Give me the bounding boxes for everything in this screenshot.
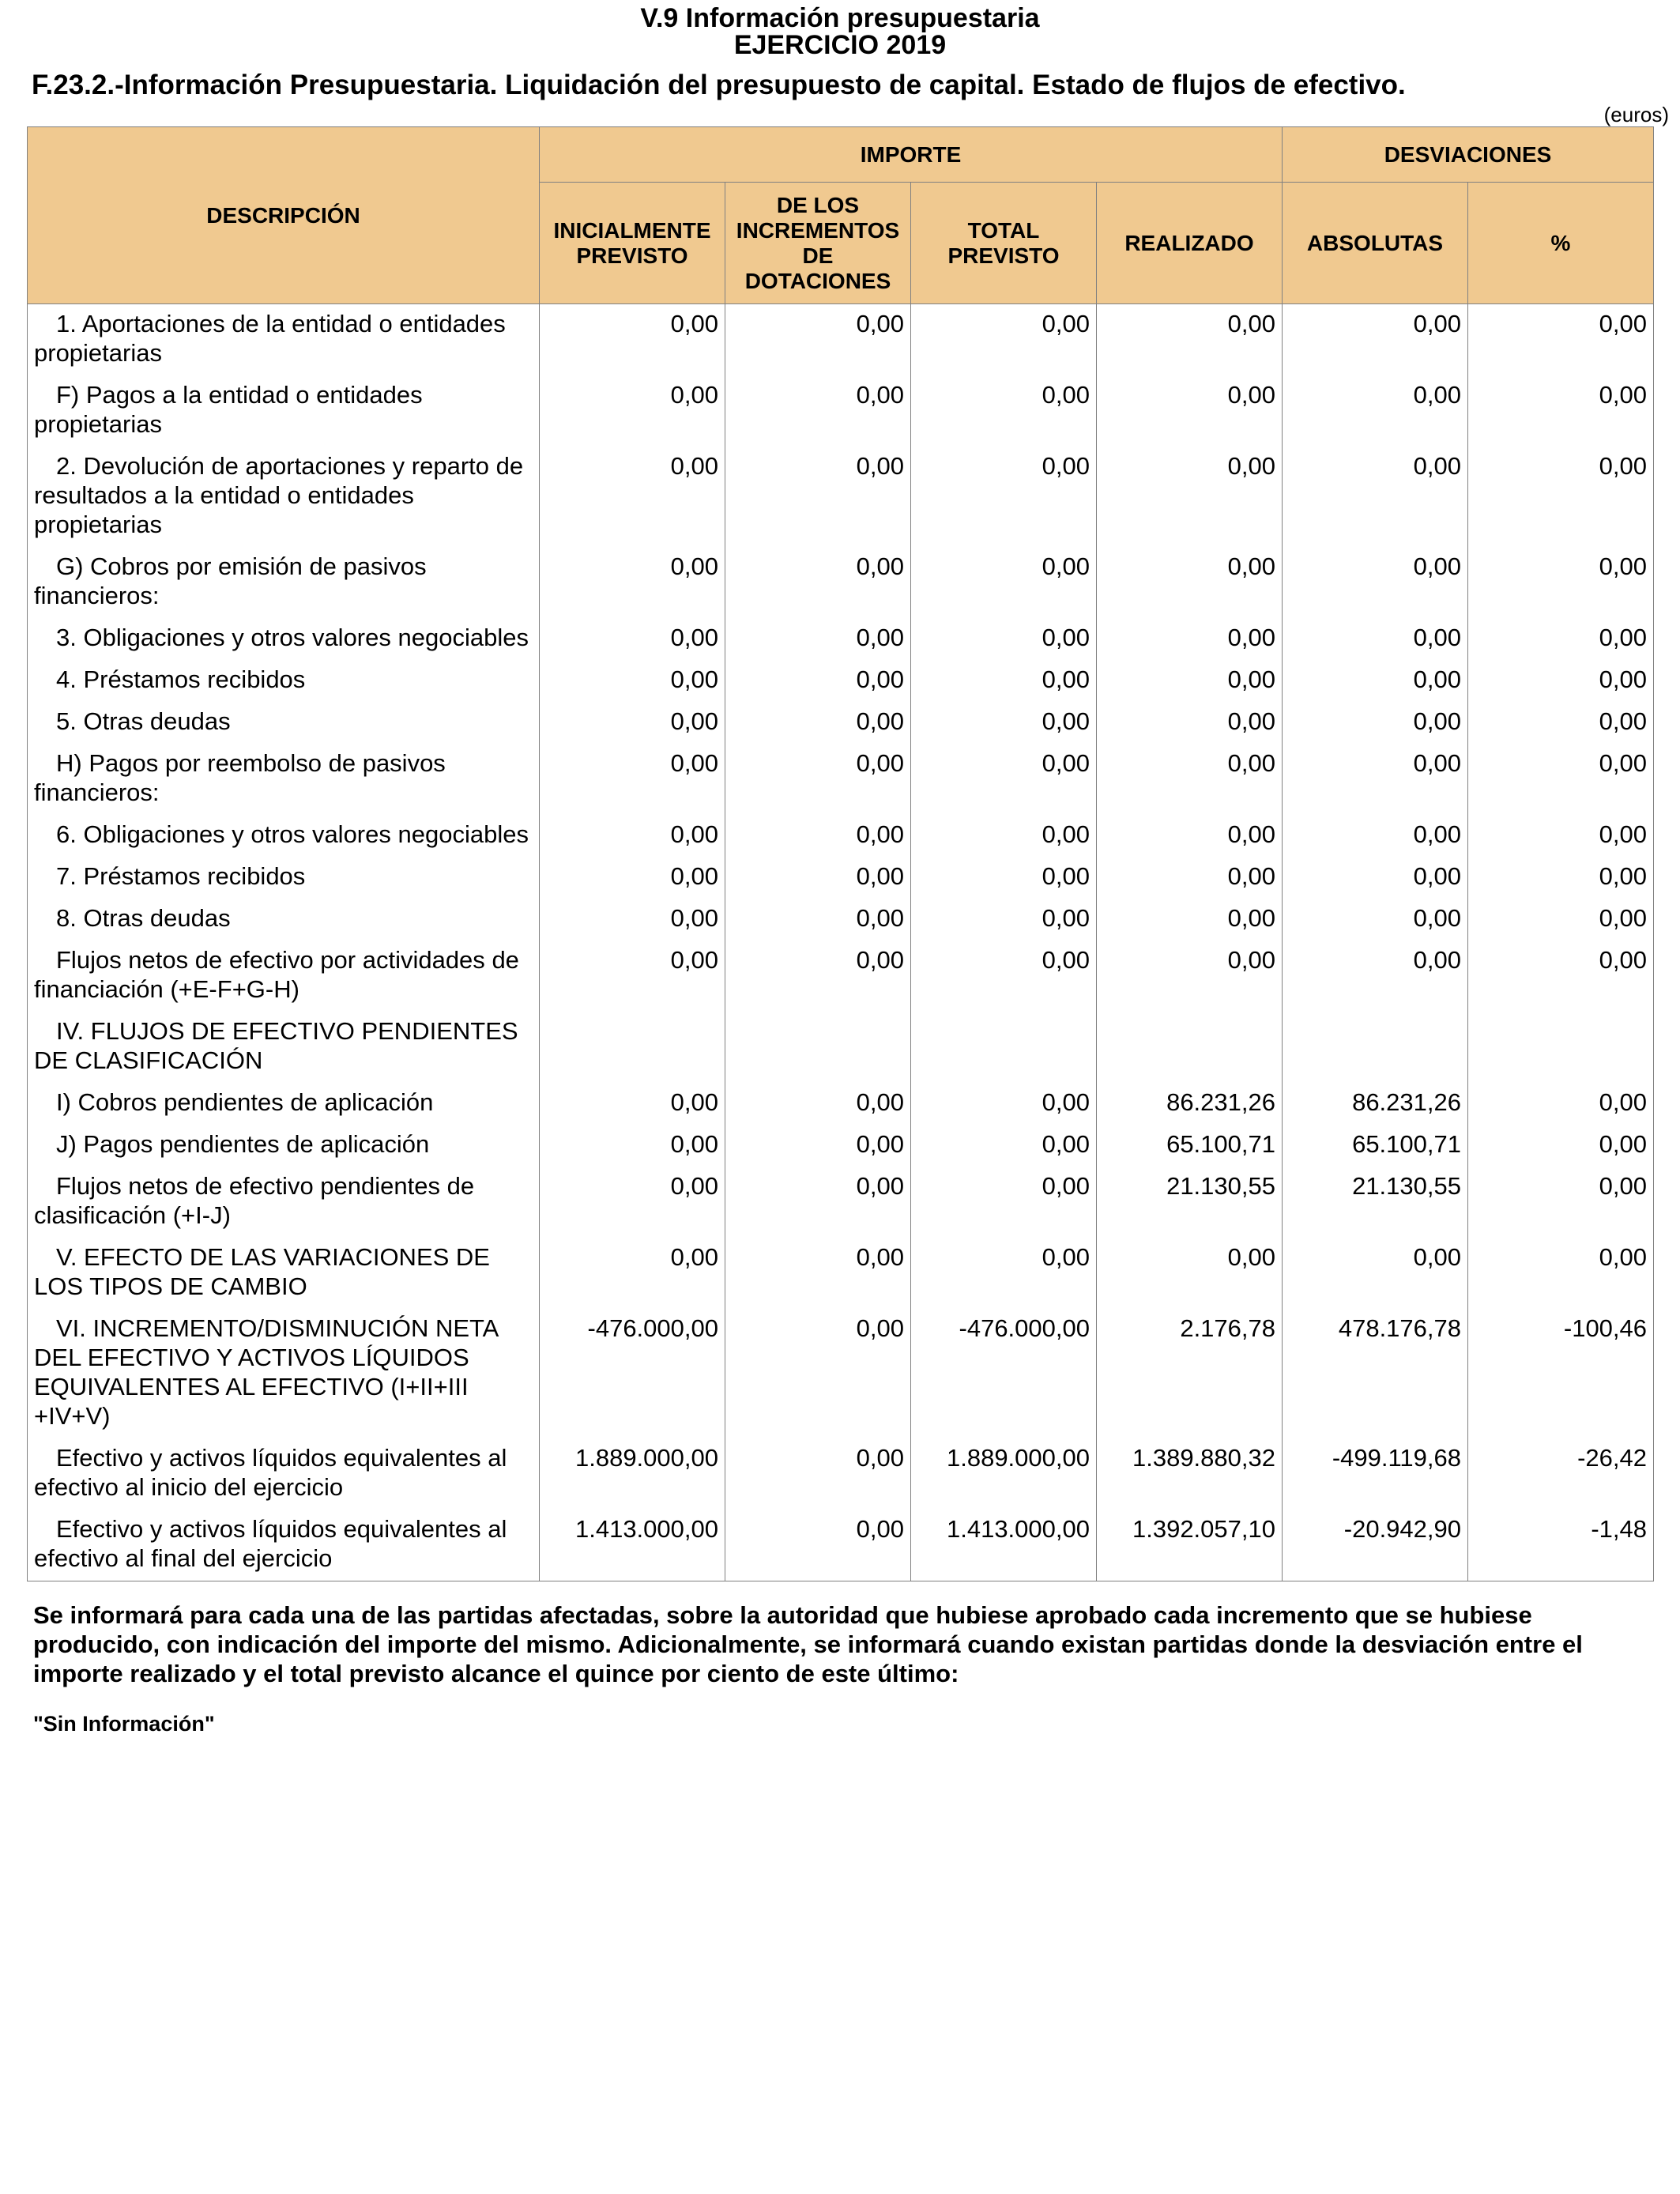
cell-porcentaje: -100,46: [1468, 1309, 1654, 1438]
row-description: [28, 941, 540, 1012]
header-realizado: REALIZADO: [1097, 183, 1283, 304]
cell-inicialmente-previsto: 0,00: [540, 1167, 725, 1238]
cell-realizado: 0,00: [1097, 702, 1283, 744]
row-description-first: V. EFECTO DE LAS VARIACIONES DE: [56, 1243, 490, 1271]
row-description-first: 3. Obligaciones y otros valores: [56, 624, 391, 651]
row-description: [28, 660, 540, 702]
row-description: [28, 1012, 540, 1083]
cell-incrementos: 0,00: [725, 1438, 911, 1510]
table-row: [28, 1125, 1654, 1167]
cell-incrementos: 0,00: [725, 941, 911, 1012]
header-desviaciones: DESVIACIONES: [1283, 127, 1654, 183]
table-row: [28, 304, 1654, 376]
cell-porcentaje: -1,48: [1468, 1510, 1654, 1581]
row-description-first: G) Cobros por emisión de pasivos: [56, 552, 427, 580]
cell-absolutas: 0,00: [1283, 304, 1468, 376]
cell-realizado: 21.130,55: [1097, 1167, 1283, 1238]
cell-inicialmente-previsto: 0,00: [540, 899, 725, 941]
cell-incrementos: 0,00: [725, 815, 911, 857]
cell-realizado: 0,00: [1097, 304, 1283, 376]
cell-total-previsto: 0,00: [911, 1238, 1097, 1309]
table-row: [28, 1083, 1654, 1125]
table-row: [28, 1309, 1654, 1438]
row-description-first: 1. Aportaciones de la entidad o: [56, 310, 393, 337]
cell-realizado: [1097, 1012, 1283, 1083]
cell-realizado: 0,00: [1097, 547, 1283, 618]
table-row: [28, 1510, 1654, 1581]
table-row: [28, 1438, 1654, 1510]
cell-porcentaje: 0,00: [1468, 941, 1654, 1012]
table-body: [28, 304, 1654, 1581]
table-row: [28, 1012, 1654, 1083]
currency-unit: (euros): [1603, 103, 1669, 126]
table-row: [28, 618, 1654, 660]
cell-incrementos: 0,00: [725, 1238, 911, 1309]
table-row: [28, 375, 1654, 447]
cell-total-previsto: [911, 1012, 1097, 1083]
row-description-first: Flujos netos de efectivo pendientes de: [56, 1172, 475, 1200]
section-title: V.9 Información presupuestaria: [640, 3, 1040, 33]
no-information-label: "Sin Información": [33, 1712, 215, 1736]
row-description-first: 5. Otras deudas: [56, 707, 231, 735]
cell-incrementos: 0,00: [725, 899, 911, 941]
cell-realizado: 0,00: [1097, 618, 1283, 660]
row-description: [28, 618, 540, 660]
cell-incrementos: 0,00: [725, 547, 911, 618]
cell-absolutas: 0,00: [1283, 1238, 1468, 1309]
cell-porcentaje: 0,00: [1468, 375, 1654, 447]
cell-absolutas: 0,00: [1283, 744, 1468, 815]
cell-incrementos: 0,00: [725, 1083, 911, 1125]
row-description-rest: de resultados a la entidad o entidades propietarias: [34, 452, 524, 538]
cell-incrementos: 0,00: [725, 375, 911, 447]
cell-realizado: 0,00: [1097, 375, 1283, 447]
cell-absolutas: -499.119,68: [1283, 1438, 1468, 1510]
cell-total-previsto: 0,00: [911, 857, 1097, 899]
row-description-first: H) Pagos por reembolso de pasivos: [56, 749, 446, 777]
row-description-rest: DEL EFECTIVO Y ACTIVOS LÍQUIDOS EQUIVALENTES AL EFECTIVO (I+II+III +IV+V): [34, 1344, 469, 1430]
row-description: [28, 702, 540, 744]
cell-inicialmente-previsto: -476.000,00: [540, 1309, 725, 1438]
cell-absolutas: 0,00: [1283, 702, 1468, 744]
cell-inicialmente-previsto: 0,00: [540, 447, 725, 547]
cell-porcentaje: 0,00: [1468, 744, 1654, 815]
cell-incrementos: 0,00: [725, 1125, 911, 1167]
cell-inicialmente-previsto: [540, 1012, 725, 1083]
table-row: [28, 447, 1654, 547]
row-description: [28, 857, 540, 899]
row-description-rest: al efectivo al inicio del ejercicio: [34, 1444, 507, 1501]
cell-inicialmente-previsto: 0,00: [540, 547, 725, 618]
row-description: [28, 375, 540, 447]
cell-absolutas: 0,00: [1283, 941, 1468, 1012]
cell-inicialmente-previsto: 0,00: [540, 1083, 725, 1125]
fiscal-year: EJERCICIO 2019: [733, 30, 947, 60]
cell-inicialmente-previsto: 0,00: [540, 815, 725, 857]
cell-inicialmente-previsto: 0,00: [540, 1238, 725, 1309]
cell-porcentaje: 0,00: [1468, 618, 1654, 660]
table-row: [28, 702, 1654, 744]
cell-absolutas: 478.176,78: [1283, 1309, 1468, 1438]
row-description-rest: PENDIENTES DE CLASIFICACIÓN: [34, 1017, 518, 1074]
cell-inicialmente-previsto: 0,00: [540, 1125, 725, 1167]
header-total-previsto: TOTAL PREVISTO: [911, 183, 1097, 304]
cell-inicialmente-previsto: 0,00: [540, 744, 725, 815]
table-row: [28, 1167, 1654, 1238]
cell-total-previsto: 0,00: [911, 744, 1097, 815]
row-description-first: Flujos netos de efectivo por actividades: [56, 946, 485, 974]
table-row: [28, 899, 1654, 941]
cell-absolutas: 0,00: [1283, 547, 1468, 618]
header-importe: IMPORTE: [540, 127, 1283, 183]
cell-total-previsto: 0,00: [911, 447, 1097, 547]
row-description: [28, 1167, 540, 1238]
cell-realizado: 0,00: [1097, 660, 1283, 702]
row-description-first: J) Pagos pendientes de aplicación: [56, 1130, 430, 1158]
row-description: [28, 744, 540, 815]
header-inicialmente-previsto: INICIALMENTE PREVISTO: [540, 183, 725, 304]
cell-total-previsto: 0,00: [911, 1125, 1097, 1167]
cell-porcentaje: 0,00: [1468, 304, 1654, 376]
cell-inicialmente-previsto: 1.413.000,00: [540, 1510, 725, 1581]
row-description: [28, 1083, 540, 1125]
cell-absolutas: 0,00: [1283, 618, 1468, 660]
cell-incrementos: 0,00: [725, 304, 911, 376]
cell-absolutas: 86.231,26: [1283, 1083, 1468, 1125]
page-header: [0, 0, 1680, 58]
cell-incrementos: 0,00: [725, 1167, 911, 1238]
row-description: [28, 547, 540, 618]
cell-total-previsto: 0,00: [911, 660, 1097, 702]
header-descripcion: DESCRIPCIÓN: [28, 127, 540, 304]
cell-absolutas: -20.942,90: [1283, 1510, 1468, 1581]
row-description-first: VI. INCREMENTO/DISMINUCIÓN NETA: [56, 1314, 498, 1342]
cell-absolutas: 0,00: [1283, 857, 1468, 899]
cell-porcentaje: 0,00: [1468, 815, 1654, 857]
cell-absolutas: [1283, 1012, 1468, 1083]
row-description-rest: financieros:: [34, 582, 160, 609]
cell-absolutas: 0,00: [1283, 660, 1468, 702]
cell-incrementos: [725, 1012, 911, 1083]
cell-total-previsto: 0,00: [911, 941, 1097, 1012]
table-row: [28, 815, 1654, 857]
row-description-first: Efectivo y activos líquidos equivalentes: [56, 1515, 481, 1543]
cell-inicialmente-previsto: 0,00: [540, 857, 725, 899]
cell-porcentaje: [1468, 1012, 1654, 1083]
cell-porcentaje: 0,00: [1468, 857, 1654, 899]
cell-porcentaje: 0,00: [1468, 447, 1654, 547]
cell-realizado: 0,00: [1097, 1238, 1283, 1309]
cell-total-previsto: 0,00: [911, 375, 1097, 447]
table-row: [28, 857, 1654, 899]
cell-absolutas: 65.100,71: [1283, 1125, 1468, 1167]
cell-total-previsto: 0,00: [911, 815, 1097, 857]
cell-total-previsto: 0,00: [911, 702, 1097, 744]
header-incrementos: DE LOS INCREMENTOS DE DOTACIONES: [725, 183, 911, 304]
cell-total-previsto: -476.000,00: [911, 1309, 1097, 1438]
cell-realizado: 0,00: [1097, 857, 1283, 899]
table-row: [28, 744, 1654, 815]
row-description-rest: negociables: [397, 624, 529, 651]
row-description: [28, 1238, 540, 1309]
row-description: [28, 1510, 540, 1581]
row-description-rest: al efectivo al final del ejercicio: [34, 1515, 507, 1572]
table-row: [28, 1238, 1654, 1309]
cell-inicialmente-previsto: 0,00: [540, 660, 725, 702]
cell-incrementos: 0,00: [725, 1309, 911, 1438]
cell-inicialmente-previsto: 0,00: [540, 941, 725, 1012]
cell-incrementos: 0,00: [725, 1510, 911, 1581]
cell-inicialmente-previsto: 0,00: [540, 702, 725, 744]
row-description-first: 4. Préstamos recibidos: [56, 665, 306, 693]
cell-inicialmente-previsto: 0,00: [540, 375, 725, 447]
cell-incrementos: 0,00: [725, 857, 911, 899]
cell-absolutas: 0,00: [1283, 815, 1468, 857]
cell-realizado: 1.392.057,10: [1097, 1510, 1283, 1581]
cell-total-previsto: 0,00: [911, 1083, 1097, 1125]
row-description-first: F) Pagos a la entidad o entidades: [56, 381, 423, 409]
row-description-rest: LOS TIPOS DE CAMBIO: [34, 1272, 307, 1300]
table-row: [28, 547, 1654, 618]
row-description: [28, 447, 540, 547]
cell-total-previsto: 1.889.000,00: [911, 1438, 1097, 1510]
cell-porcentaje: 0,00: [1468, 1238, 1654, 1309]
cell-porcentaje: -26,42: [1468, 1438, 1654, 1510]
row-description: [28, 815, 540, 857]
cell-total-previsto: 0,00: [911, 304, 1097, 376]
cell-realizado: 0,00: [1097, 941, 1283, 1012]
row-description-first: I) Cobros pendientes de aplicación: [56, 1088, 434, 1116]
table-row: [28, 660, 1654, 702]
header-absolutas: ABSOLUTAS: [1283, 183, 1468, 304]
cell-absolutas: 0,00: [1283, 375, 1468, 447]
cell-total-previsto: 0,00: [911, 547, 1097, 618]
cell-realizado: 86.231,26: [1097, 1083, 1283, 1125]
row-description-rest: propietarias: [34, 410, 162, 438]
row-description-rest: negociables: [397, 820, 529, 848]
cell-incrementos: 0,00: [725, 660, 911, 702]
cell-porcentaje: 0,00: [1468, 702, 1654, 744]
row-description-first: 2. Devolución de aportaciones y reparto: [56, 452, 489, 480]
cell-realizado: 0,00: [1097, 447, 1283, 547]
row-description: [28, 1438, 540, 1510]
cell-porcentaje: 0,00: [1468, 899, 1654, 941]
cell-inicialmente-previsto: 0,00: [540, 618, 725, 660]
row-description-first: 8. Otras deudas: [56, 904, 231, 932]
cell-absolutas: 21.130,55: [1283, 1167, 1468, 1238]
row-description-first: Efectivo y activos líquidos equivalentes: [56, 1444, 481, 1472]
cell-inicialmente-previsto: 0,00: [540, 304, 725, 376]
row-description-rest: entidades propietarias: [34, 310, 506, 367]
cell-total-previsto: 1.413.000,00: [911, 1510, 1097, 1581]
header-porcentaje: %: [1468, 183, 1654, 304]
cell-realizado: 65.100,71: [1097, 1125, 1283, 1167]
cell-incrementos: 0,00: [725, 744, 911, 815]
cell-absolutas: 0,00: [1283, 899, 1468, 941]
cell-absolutas: 0,00: [1283, 447, 1468, 547]
row-description: [28, 1125, 540, 1167]
cell-incrementos: 0,00: [725, 618, 911, 660]
cell-realizado: 0,00: [1097, 744, 1283, 815]
cell-porcentaje: 0,00: [1468, 1125, 1654, 1167]
row-description-rest: financieros:: [34, 778, 160, 806]
row-description-first: 7. Préstamos recibidos: [56, 862, 306, 890]
cell-incrementos: 0,00: [725, 447, 911, 547]
table-row: [28, 941, 1654, 1012]
row-description-first: IV. FLUJOS DE EFECTIVO: [56, 1017, 355, 1045]
row-description: [28, 304, 540, 376]
cell-realizado: 0,00: [1097, 899, 1283, 941]
cell-total-previsto: 0,00: [911, 1167, 1097, 1238]
cell-inicialmente-previsto: 1.889.000,00: [540, 1438, 725, 1510]
row-description-first: 6. Obligaciones y otros valores: [56, 820, 391, 848]
cell-total-previsto: 0,00: [911, 618, 1097, 660]
cell-incrementos: 0,00: [725, 702, 911, 744]
row-description: [28, 899, 540, 941]
cell-porcentaje: 0,00: [1468, 1167, 1654, 1238]
footnote: Se informará para cada una de las partidas afectadas, sobre la autoridad que hubiese aprobado cada incremento que se hubiese producido, con indicación del importe del mismo. Adicionalmente, se informará cuando existan partidas donde la desviación entre el importe realizado y el total previsto alcance el quince por ciento de este último:: [33, 1601, 1583, 1687]
row-description-rest: clasificación (+I-J): [34, 1201, 231, 1229]
cell-realizado: 1.389.880,32: [1097, 1438, 1283, 1510]
cell-realizado: 2.176,78: [1097, 1309, 1283, 1438]
row-description-rest: de financiación (+E-F+G-H): [34, 946, 519, 1003]
cell-porcentaje: 0,00: [1468, 1083, 1654, 1125]
report-subtitle: F.23.2.-Información Presupuestaria. Liquidación del presupuesto de capital. Estado de flujos de efectivo.: [32, 70, 1406, 100]
cell-porcentaje: 0,00: [1468, 660, 1654, 702]
cell-realizado: 0,00: [1097, 815, 1283, 857]
cash-flow-table: [27, 126, 1654, 1581]
cell-total-previsto: 0,00: [911, 899, 1097, 941]
cell-porcentaje: 0,00: [1468, 547, 1654, 618]
row-description: [28, 1309, 540, 1438]
